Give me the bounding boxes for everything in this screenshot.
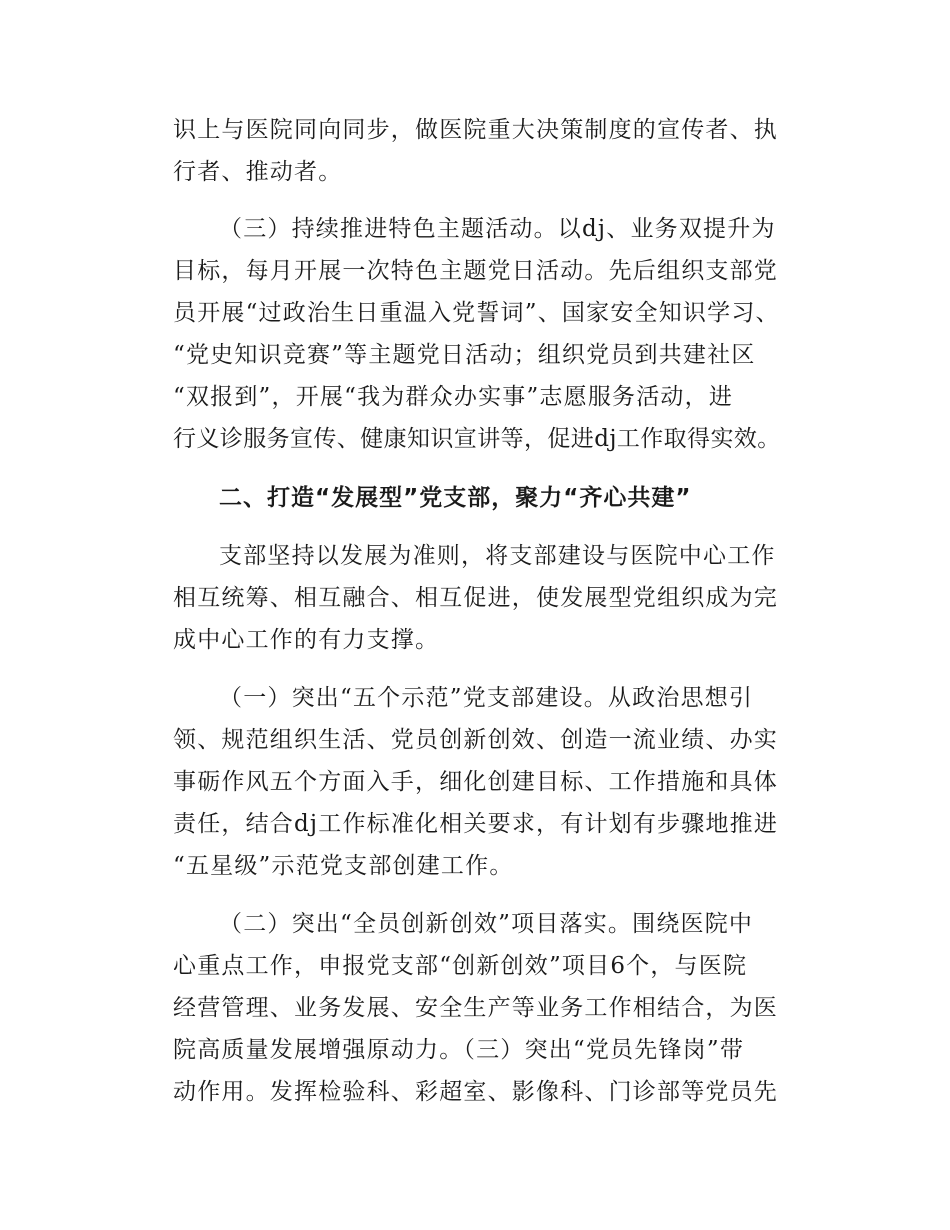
text-line: （一）突出“五个示范”党支部建设。从政治思想引 <box>219 685 754 711</box>
text-line: （二）突出“全员创新创效”项目落实。围绕医院中 <box>219 911 754 937</box>
text-line: 支部坚持以发展为准则，将支部建设与医院中心工作 <box>219 543 776 569</box>
text-line: （三）持续推进特色主题活动。以dj、业务双提升为 <box>219 216 776 242</box>
text-line: 领、规范组织生活、党员创新创效、创造一流业绩、办实 <box>173 727 778 753</box>
text-line: 行者、推动者。 <box>173 159 343 185</box>
text-line: 动作用。发挥检验科、彩超室、影像科、门诊部等党员先 <box>173 1079 778 1105</box>
text-line: 相互统筹、相互融合、相互促进，使发展型党组织成为完 <box>173 585 778 611</box>
text-line: 目标，每月开展一次特色主题党日活动。先后组织支部党 <box>173 258 778 284</box>
text-line: 心重点工作，申报党支部“创新创效”项目6个，与医院 <box>173 953 748 979</box>
text-line: 院高质量发展增强原动力。（三）突出“党员先锋岗”带 <box>173 1037 745 1063</box>
text-line: 成中心工作的有力支撑。 <box>173 627 440 653</box>
text-line: “党史知识竞赛”等主题党日活动；组织党员到共建社区 <box>173 342 756 368</box>
section-heading: 二、打造“发展型”党支部，聚力“齐心共建” <box>219 485 692 511</box>
text-line: 员开展“过政治生日重温入党誓词”、国家安全知识学习、 <box>173 300 780 326</box>
text-line: 行义诊服务宣传、健康知识宣讲等，促进dj工作取得实效。 <box>173 426 781 452</box>
text-line: “五星级”示范党支部创建工作。 <box>173 853 514 879</box>
text-line: 识上与医院同向同步，做医院重大决策制度的宣传者、执 <box>173 117 778 143</box>
text-line: 事砺作风五个方面入手，细化创建目标、工作措施和具体 <box>173 769 778 795</box>
text-line: “双报到”，开展“我为群众办实事”志愿服务活动，进 <box>173 384 734 410</box>
text-line: 责任，结合dj工作标准化相关要求，有计划有步骤地推进 <box>173 811 779 837</box>
text-line: 经营管理、业务发展、安全生产等业务工作相结合，为医 <box>173 995 778 1021</box>
